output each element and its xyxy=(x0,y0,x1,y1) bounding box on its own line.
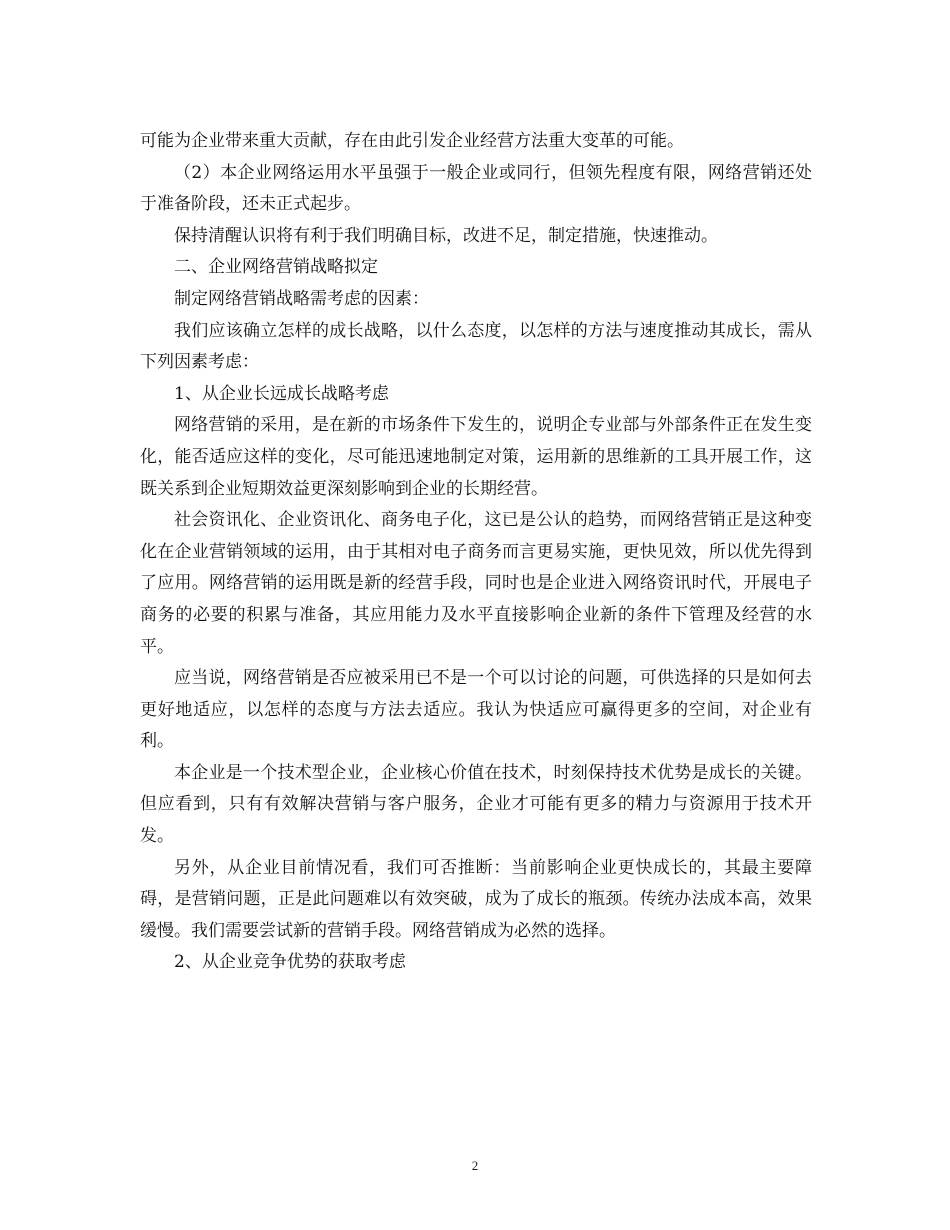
paragraph-5: 制定网络营销战略需考虑的因素： xyxy=(174,288,429,309)
paragraph-10: 应当说，网络营销是否应被采用已不是一个可以讨论的问题，可供选择的只是如何去更好地适应，以怎样的态度与方法去适应。我认为快适应可赢得更多的空间，对企业有利。 xyxy=(140,668,812,752)
document-body xyxy=(140,126,812,979)
subheading-1: 1、从企业长远成长战略考虑 xyxy=(174,383,389,404)
paragraph-2: （2）本企业网络运用水平虽强于一般企业或同行，但领先程度有限，网络营销还处于准备阶段，还未正式起步。 xyxy=(140,162,812,215)
subheading-2: 2、从企业竞争优势的获取考虑 xyxy=(174,952,406,973)
paragraph-8: 网络营销的采用，是在新的市场条件下发生的，说明企专业部与外部条件正在发生变化，能否适应这样的变化，尽可能迅速地制定对策，运用新的思维新的工具开展工作，这既关系到企业短期效益更深刻影响到企业的长期经营。 xyxy=(140,415,812,499)
paragraph-9: 社会资讯化、企业资讯化、商务电子化，这已是公认的趋势，而网络营销正是这种变化在企业营销领域的运用，由于其相对电子商务而言更易实施，更快见效，所以优先得到了应用。网络营销的运用既是新的经营手段，同时也是企业进入网络资讯时代，开展电子商务的必要的积累与准备，其应用能力及水平直接影响企业新的条件下管理及经营的水平。 xyxy=(140,510,812,657)
section-heading-2: 二、企业网络营销战略拟定 xyxy=(174,257,378,278)
paragraph-12: 另外，从企业目前情况看，我们可否推断：当前影响企业更快成长的，其最主要障碍，是营销问题，正是此问题难以有效突破，成为了成长的瓶颈。传统办法成本高，效果缓慢。我们需要尝试新的营销手段。网络营销成为必然的选择。 xyxy=(140,857,812,941)
page-number: 2 xyxy=(471,1158,479,1173)
paragraph-1: 可能为企业带来重大贡献，存在由此引发企业经营方法重大变革的可能。 xyxy=(140,131,684,151)
paragraph-11: 本企业是一个技术型企业，企业核心价值在技术，时刻保持技术优势是成长的关键。但应看到，只有有效解决营销与客户服务，企业才可能有更多的精力与资源用于技术开发。 xyxy=(140,762,812,847)
paragraph-3: 保持清醒认识将有利于我们明确目标，改进不足，制定措施，快速推动。 xyxy=(174,225,718,246)
paragraph-6: 我们应该确立怎样的成长战略，以什么态度，以怎样的方法与速度推动其成长，需从下列因素考虑： xyxy=(140,320,812,373)
